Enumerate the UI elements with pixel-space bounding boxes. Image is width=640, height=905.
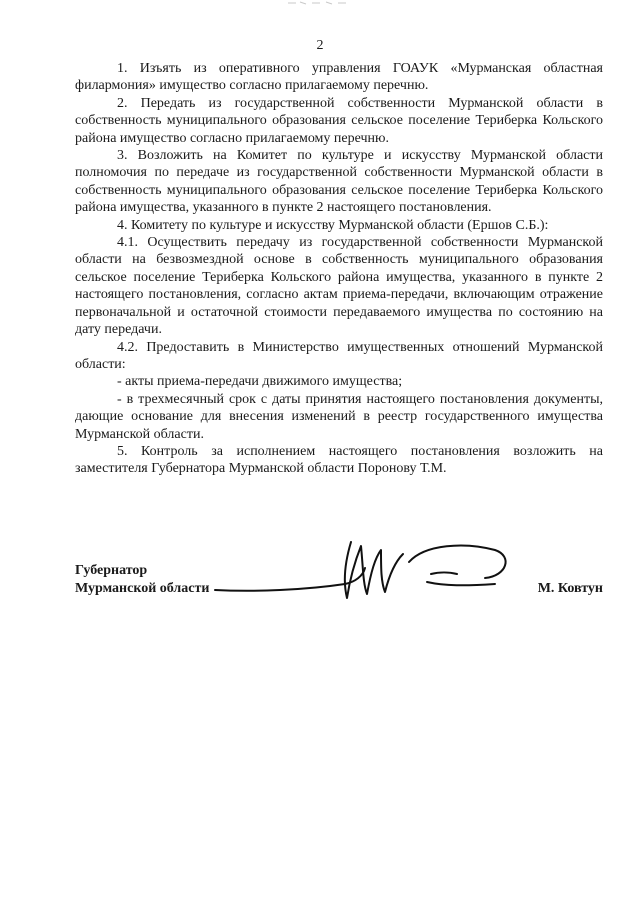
scan-artifact	[286, 0, 356, 6]
position-line-1: Губернатор	[75, 563, 148, 578]
paragraph-3: 3. Возложить на Комитет по культуре и искусству Мурманской области полномочия по передаче из государственной собственности Мурманской области в собственность муниципального образования сельское поселение Териберка Кольского района имущества, указанного в пункте 2 настоящего постановления.	[75, 148, 603, 216]
paragraph-5: 5. Контроль за исполнением настоящего постановления возложить на заместителя Губернатора Мурманской области Поронову Т.М.	[75, 443, 603, 477]
position-line-2: Мурманской области	[75, 581, 210, 596]
paragraph-2: 2. Передать из государственной собственности Мурманской области в собственность муниципального образования сельское поселение Териберка Кольского района имущество согласно прилагаемому перечню.	[75, 95, 603, 146]
signatory-position	[75, 562, 209, 598]
list-item-acts: - акты приема-передачи движимого имущества;	[117, 374, 403, 390]
document-body	[75, 60, 603, 478]
signatory-name: М. Ковтун	[537, 581, 603, 596]
paragraph-4-2: 4.2. Предоставить в Министерство имущественных отношений Мурманской области:	[75, 339, 603, 372]
signature-block	[75, 562, 603, 622]
paragraph-4-1: 4.1. Осуществить передачу из государственной собственности Мурманской области на безвозмездной основе в собственность муниципального образования сельское поселение Териберка Кольского района имущества, указанного в пункте 2 настоящего постановления, согласно актам приема-передачи, включающим отражение первоначальной и остаточной стоимости передаваемого имущества по состоянию на дату передачи.	[75, 235, 603, 338]
handwritten-signature	[195, 532, 525, 612]
paragraph-4: 4. Комитету по культуре и искусству Мурманской области (Ершов С.Б.):	[117, 217, 549, 233]
list-item-documents: - в трехмесячный срок с даты принятия настоящего постановления документы, дающие основание для внесения изменений в реестр государственного имущества Мурманской области.	[75, 391, 603, 442]
page-number: 2	[316, 38, 324, 53]
paragraph-1: 1. Изъять из оперативного управления ГОАУК «Мурманская областная филармония» имущество согласно прилагаемому перечню.	[75, 61, 603, 94]
